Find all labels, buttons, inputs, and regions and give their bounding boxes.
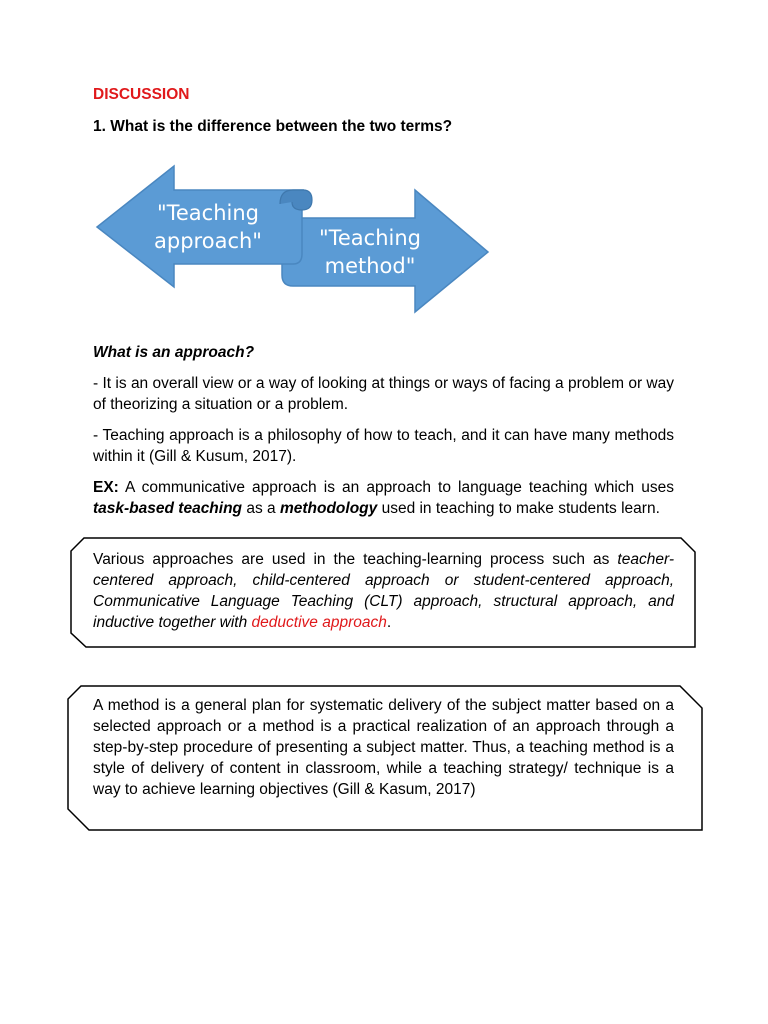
example-text-3: used in teaching to make students learn. (377, 500, 660, 517)
example-text-1: A communicative approach is an approach to language teaching which uses (118, 479, 674, 496)
example-paragraph (93, 477, 674, 519)
left-arrow-label-line2: approach" (154, 229, 262, 253)
right-arrow-label-line1: "Teaching (318, 226, 422, 250)
right-arrow-shape (282, 190, 488, 312)
example-text-2: as a (242, 500, 280, 517)
approach-paragraph-2: - Teaching approach is a philosophy of how to teach, and it can have many methods within it (Gill & Kusum, 2017). (93, 427, 674, 465)
approaches-italic-list: teacher-centered approach, child-centered approach or student-centered approach, Communicative Language Teaching (CLT) approach, structural approach, and inductive together with (93, 551, 674, 631)
approaches-end: . (386, 614, 392, 631)
section-heading: DISCUSSION (93, 86, 190, 103)
approach-method-arrows-diagram (90, 160, 500, 320)
left-arrow-shape (97, 166, 304, 287)
example-bold-2: methodology (279, 500, 378, 517)
approaches-red-term: deductive approach (251, 614, 387, 631)
left-arrow-label-line1: "Teaching (156, 201, 260, 225)
example-bold-1: task-based teaching (93, 500, 243, 517)
question-title: 1. What is the difference between the two terms? (93, 118, 453, 135)
example-label: EX: (93, 479, 119, 496)
approach-paragraph-1: - It is an overall view or a way of looking at things or ways of facing a problem or way of theorizing a situation or a problem. (93, 375, 674, 413)
approach-subtitle: What is an approach? (93, 344, 255, 361)
approaches-box-text (93, 549, 674, 633)
right-arrow-label-line2: method" (324, 254, 416, 278)
method-box-text: A method is a general plan for systematic delivery of the subject matter based on a selected approach or a method is a practical realization of an approach through a step-by-step procedure of presenting a subject matter. Thus, a teaching method is a style of delivery of content in classroom, while a teaching strategy/ technique is a way to achieve learning objectives (Gill & Kasum, 2017) (93, 697, 674, 798)
approaches-text-1: Various approaches are used in the teaching-learning process such as (93, 551, 618, 568)
